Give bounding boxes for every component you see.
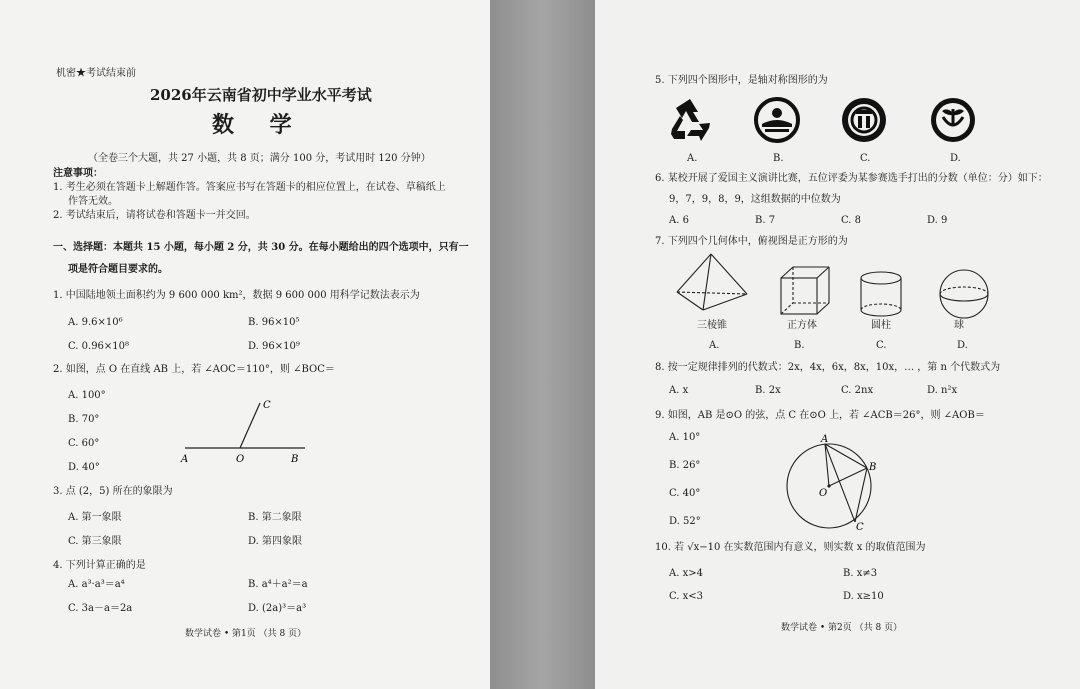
q10-option-b[interactable]: B. x≠3	[843, 568, 878, 579]
page-gap	[490, 0, 595, 689]
q8-option-d[interactable]: D. n²x	[927, 385, 958, 396]
recycle-icon	[665, 95, 715, 145]
section-heading: 一、选择题：本题共 15 小题，每小题 2 分，共 30 分。在每小题给出的四个选项中，只有一	[53, 242, 469, 253]
q7-name-c: 圆柱	[871, 320, 891, 331]
exam-title: 2026年云南省初中学业水平考试	[150, 86, 372, 104]
q7-label-c[interactable]: C.	[876, 340, 887, 351]
question-3: 3. 点 (2，5) 所在的象限为	[53, 486, 173, 497]
q4-option-b[interactable]: B. a⁴＋a²＝a	[248, 579, 308, 590]
cylinder-figure	[857, 270, 905, 320]
q4-option-c[interactable]: C. 3a－a＝2a	[68, 603, 133, 614]
q8-option-b[interactable]: B. 2x	[755, 385, 781, 396]
q7-label-b[interactable]: B.	[794, 340, 805, 351]
q6-option-a[interactable]: A. 6	[669, 215, 689, 226]
q5-label-c[interactable]: C.	[860, 153, 871, 164]
q7-name-d: 球	[954, 320, 964, 331]
exam-info: （全卷三个大题，共 27 小题，共 8 页；满分 100 分，考试用时 120 分钟）	[88, 153, 431, 164]
q5-label-a[interactable]: A.	[687, 153, 698, 164]
point-o-label: O	[236, 454, 245, 465]
question-5: 5. 下列四个图形中，是轴对称图形的为	[655, 75, 828, 86]
q8-option-c[interactable]: C. 2nx	[841, 385, 874, 396]
q3-option-c[interactable]: C. 第三象限	[68, 536, 122, 547]
q9-circle-figure	[783, 434, 883, 534]
question-7: 7. 下列四个几何体中，俯视图是正方形的为	[655, 236, 848, 247]
q6-option-d[interactable]: D. 9	[927, 215, 948, 226]
page-footer: 数学试卷 • 第1页 （共 8 页）	[185, 629, 307, 639]
q10-option-c[interactable]: C. x<3	[669, 591, 704, 602]
seal-emblem-icon	[839, 95, 889, 145]
q1-option-c[interactable]: C. 0.96×10⁸	[68, 341, 130, 352]
q6-option-c[interactable]: C. 8	[841, 215, 862, 226]
q2-option-d[interactable]: D. 40°	[68, 462, 100, 473]
q2-option-a[interactable]: A. 100°	[68, 390, 106, 401]
q7-name-b: 正方体	[787, 320, 817, 331]
notice-item-1-cont: 作答无效。	[68, 196, 118, 207]
question-2: 2. 如图，点 O 在直线 AB 上，若 ∠AOC＝110°，则 ∠BOC＝	[53, 364, 335, 375]
q7-label-a[interactable]: A.	[709, 340, 720, 351]
question-4: 4. 下列计算正确的是	[53, 560, 146, 571]
section-heading-cont: 项是符合题目要求的。	[68, 264, 168, 275]
ray-oc	[240, 403, 260, 448]
landscape-emblem-icon	[753, 96, 801, 144]
q3-option-a[interactable]: A. 第一象限	[68, 512, 122, 523]
cube-figure	[778, 265, 833, 320]
notice-title: 注意事项：	[53, 168, 103, 179]
q5-label-d[interactable]: D.	[950, 153, 961, 164]
triangular-pyramid-figure	[673, 250, 753, 318]
sprout-emblem-icon	[928, 95, 978, 145]
q10-option-d[interactable]: D. x≥10	[843, 591, 884, 602]
q9-option-a[interactable]: A. 10°	[669, 432, 701, 443]
notice-item-2: 2. 考试结束后，请将试卷和答题卡一并交回。	[53, 210, 256, 221]
point-b-label: B	[291, 454, 299, 465]
exam-page-2[interactable]	[595, 0, 1080, 689]
q2-option-b[interactable]: B. 70°	[68, 414, 100, 425]
q1-option-d[interactable]: D. 96×10⁹	[248, 341, 300, 352]
q1-option-b[interactable]: B. 96×10⁵	[248, 317, 300, 328]
q4-option-a[interactable]: A. a³·a³＝a⁴	[68, 579, 125, 590]
question-6-cont: 9，7，9，8，9，这组数据的中位数为	[669, 194, 841, 205]
q10-option-a[interactable]: A. x>4	[669, 568, 703, 579]
sphere-figure	[935, 268, 995, 320]
page-footer: 数学试卷 • 第2页 （共 8 页）	[781, 623, 903, 633]
point-a-label: A	[821, 434, 829, 445]
question-8: 8. 按一定规律排列的代数式：2x，4x，6x，8x，10x，… ，第 n 个代数式为	[655, 362, 1001, 373]
q7-name-a: 三棱锥	[697, 320, 727, 331]
q1-option-a[interactable]: A. 9.6×10⁶	[68, 317, 123, 328]
point-c-label: C	[263, 400, 271, 411]
question-9: 9. 如图，AB 是⊙O 的弦，点 C 在⊙O 上，若 ∠ACB＝26°，则 ∠AOB＝	[655, 410, 985, 421]
q8-option-a[interactable]: A. x	[669, 385, 689, 396]
question-1: 1. 中国陆地领土面积约为 9 600 000 km²，数据 9 600 000 用科学记数法表示为	[53, 290, 420, 301]
notice-item-1: 1. 考生必须在答题卡上解题作答。答案应书写在答题卡的相应位置上，在试卷、草稿纸上	[53, 182, 446, 193]
q9-option-c[interactable]: C. 40°	[669, 488, 701, 499]
q2-option-c[interactable]: C. 60°	[68, 438, 100, 449]
point-a-label: A	[181, 454, 189, 465]
confidential-label: 机密★考试结束前	[56, 68, 136, 79]
q3-option-b[interactable]: B. 第二象限	[248, 512, 302, 523]
q2-angle-figure	[175, 395, 315, 465]
point-o-label: O	[819, 488, 828, 499]
point-b-label: B	[869, 462, 877, 473]
q4-option-d[interactable]: D. (2a)³＝a³	[248, 603, 307, 614]
q3-option-d[interactable]: D. 第四象限	[248, 536, 303, 547]
question-6: 6. 某校开展了爱国主义演讲比赛，五位评委为某参赛选手打出的分数（单位：分）如下：	[655, 173, 1048, 184]
point-c-label: C	[856, 522, 864, 533]
q6-option-b[interactable]: B. 7	[755, 215, 776, 226]
q9-option-b[interactable]: B. 26°	[669, 460, 701, 471]
exam-page-1[interactable]	[0, 0, 490, 689]
q7-label-d[interactable]: D.	[957, 340, 968, 351]
q9-option-d[interactable]: D. 52°	[669, 516, 701, 527]
subject-title: 数 学	[212, 112, 306, 138]
question-10: 10. 若 √x−10 在实数范围内有意义，则实数 x 的取值范围为	[655, 542, 926, 553]
q5-label-b[interactable]: B.	[773, 153, 784, 164]
